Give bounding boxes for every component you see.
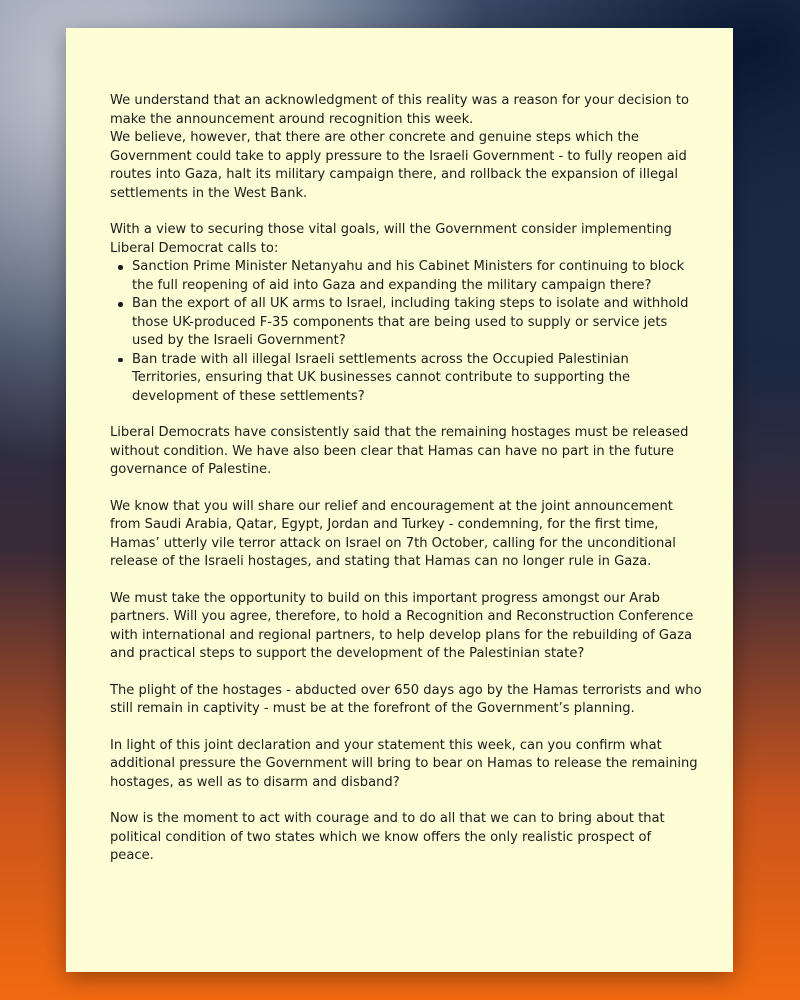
- paragraph-conference: [110, 590, 709, 664]
- paragraph-joint-announcement: [110, 498, 709, 572]
- text-line: settlements in the West Bank.: [110, 185, 308, 201]
- text-line: release of the Israeli hostages, and stating that Hamas can no longer rule in Gaza.: [110, 554, 652, 569]
- text-line: make the announcement around recognition this week.: [110, 111, 474, 127]
- text-line: still remain in captivity - must be at the forefront of the Government’s planning.: [110, 701, 635, 716]
- bullet-dot-icon: [118, 265, 123, 270]
- text-line: those UK-produced F-35 components that are being used to supply or service jets: [132, 314, 668, 330]
- text-line: partners. Will you agree, therefore, to hold a Recognition and Reconstruction Conference: [110, 609, 694, 624]
- text-line: Liberal Democrats have consistently said that the remaining hostages must be released: [110, 425, 689, 440]
- text-line: Sanction Prime Minister Netanyahu and his Cabinet Ministers for continuing to block: [132, 259, 685, 274]
- paragraph-acknowledgment: [110, 92, 709, 203]
- calls-bullet-list: [110, 258, 709, 406]
- text-line: development of these settlements?: [132, 388, 365, 404]
- text-line: hostages, as well as to disarm and disband?: [110, 774, 400, 790]
- text-line: Now is the moment to act with courage and to do all that we can to bring about that: [110, 811, 665, 826]
- bullet-arms-ban: [132, 295, 709, 351]
- paragraph-additional-pressure: [110, 737, 709, 793]
- text-line: In light of this joint declaration and your statement this week, can you confirm what: [110, 737, 662, 753]
- text-line: Territories, ensuring that UK businesses cannot contribute to supporting the: [132, 370, 631, 385]
- paragraph-calls-intro: [110, 221, 709, 258]
- text-line: political condition of two states which we know offers the only realistic prospect of: [110, 829, 652, 845]
- text-line: The plight of the hostages - abducted over 650 days ago by the Hamas terrorists and who: [110, 682, 702, 698]
- text-line: With a view to securing those vital goals, will the Government consider implementing: [110, 222, 672, 237]
- text-line: We must take the opportunity to build on this important progress amongst our Arab: [110, 590, 660, 606]
- text-line: the full reopening of aid into Gaza and expanding the military campaign there?: [132, 277, 652, 293]
- text-line: and practical steps to support the development of the Palestinian state?: [110, 646, 585, 661]
- text-line: used by the Israeli Government?: [132, 333, 346, 348]
- text-line: We know that you will share our relief and encouragement at the joint announcement: [110, 498, 673, 514]
- text-line: Hamas’ utterly vile terror attack on Israel on 7th October, calling for the unconditional: [110, 535, 676, 551]
- text-line: governance of Palestine.: [110, 462, 272, 477]
- text-line: from Saudi Arabia, Qatar, Egypt, Jordan and Turkey - condemning, for the first time,: [110, 517, 659, 532]
- text-line: routes into Gaza, halt its military campaign there, and rollback the expansion of illegal: [110, 167, 679, 182]
- paragraph-closing: [110, 810, 709, 866]
- text-line: additional pressure the Government will bring to bear on Hamas to release the remaining: [110, 756, 698, 771]
- paragraph-hostages-condition: [110, 424, 709, 480]
- text-line: Government could take to apply pressure to the Israeli Government - to fully reopen aid: [110, 148, 687, 164]
- text-line: Ban the export of all UK arms to Israel, including taking steps to isolate and withhold: [132, 296, 689, 311]
- bullet-sanction: [132, 258, 709, 295]
- text-line: Liberal Democrat calls to:: [110, 240, 279, 256]
- bullet-dot-icon: [118, 358, 123, 363]
- letter-page: [66, 28, 733, 972]
- bullet-trade-ban: [132, 351, 709, 407]
- text-line: with international and regional partners, to help develop plans for the rebuilding of Gaza: [110, 627, 692, 643]
- text-line: We understand that an acknowledgment of this reality was a reason for your decision to: [110, 93, 690, 108]
- paragraph-plight-of-hostages: [110, 682, 709, 719]
- bullet-dot-icon: [118, 302, 123, 307]
- text-line: without condition. We have also been clear that Hamas can have no part in the future: [110, 443, 675, 459]
- text-line: peace.: [110, 848, 154, 863]
- text-line: Ban trade with all illegal Israeli settlements across the Occupied Palestinian: [132, 351, 629, 367]
- text-line: We believe, however, that there are other concrete and genuine steps which the: [110, 130, 639, 145]
